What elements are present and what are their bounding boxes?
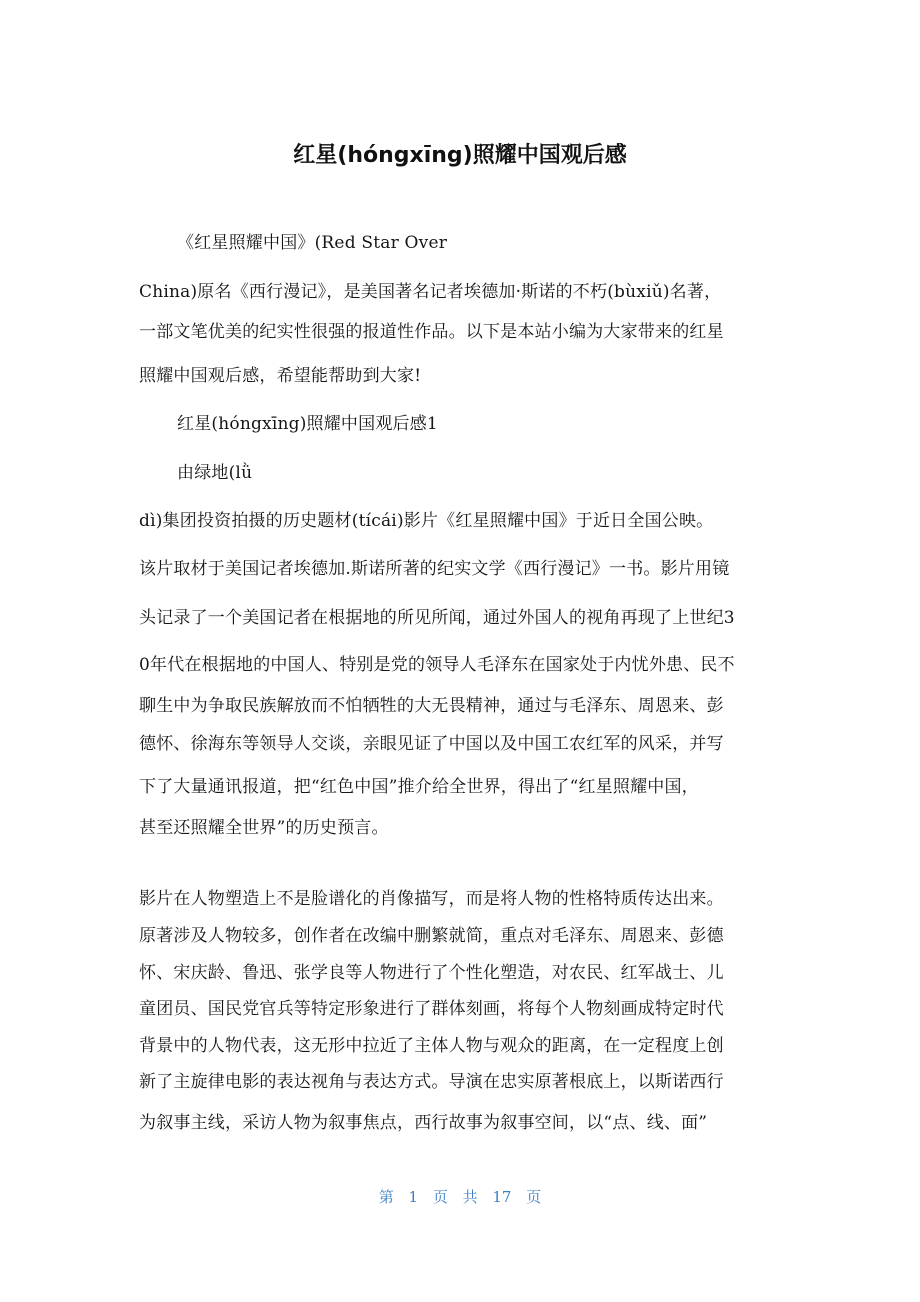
paragraph-line: 原著涉及人物较多，创作者在改编中删繁就简，重点对毛泽东、周恩来、彭德 <box>139 926 724 946</box>
page-number-footer: 第 1 页 共 17 页 <box>378 1188 542 1206</box>
paragraph-line: 新了主旋律电影的表达视角与表达方式。导演在忠实原著根底上，以斯诺西行 <box>139 1072 724 1092</box>
paragraph-line: 背景中的人物代表，这无形中拉近了主体人物与观众的距离，在一定程度上创 <box>139 1036 724 1056</box>
paragraph-line: China)原名《西行漫记》，是美国著名记者埃德加·斯诺的不朽(bùxiǔ)名著， <box>139 282 722 302</box>
paragraph-line: 甚至还照耀全世界”的历史预言。 <box>139 818 389 838</box>
paragraph-line: 怀、宋庆龄、鲁迅、张学良等人物进行了个性化塑造，对农民、红军战士、儿 <box>139 963 724 983</box>
document-title: 红星(hóngxīng)照耀中国观后感 <box>293 143 627 168</box>
paragraph-line: 由绿地(lǜ <box>177 463 253 483</box>
paragraph-line: 照耀中国观后感，希望能帮助到大家! <box>139 366 422 386</box>
paragraph-line: 一部文笔优美的纪实性很强的报道性作品。以下是本站小编为大家带来的红星 <box>139 322 724 342</box>
paragraph-line: 《红星照耀中国》(Red Star Over <box>177 233 448 253</box>
paragraph-line: 影片在人物塑造上不是脸谱化的肖像描写，而是将人物的性格特质传达出来。 <box>139 889 724 909</box>
paragraph-line: 0年代在根据地的中国人、特别是党的领导人毛泽东在国家处于内忧外患、民不 <box>139 655 735 675</box>
paragraph-line: 德怀、徐海东等领导人交谈，亲眼见证了中国以及中国工农红军的风采，并写 <box>139 734 724 754</box>
paragraph-line: 聊生中为争取民族解放而不怕牺牲的大无畏精神，通过与毛泽东、周恩来、彭 <box>139 696 724 716</box>
paragraph-line: 为叙事主线，采访人物为叙事焦点，西行故事为叙事空间，以“点、线、面” <box>139 1113 708 1133</box>
paragraph-line: 头记录了一个美国记者在根据地的所见所闻，通过外国人的视角再现了上世纪3 <box>139 608 735 628</box>
paragraph-line: 该片取材于美国记者埃德加.斯诺所著的纪实文学《西行漫记》一书。影片用镜 <box>139 559 730 579</box>
paragraph-line: 下了大量通讯报道，把“红色中国”推介给全世界，得出了“红星照耀中国， <box>139 777 699 797</box>
paragraph-line: 童团员、国民党官兵等特定形象进行了群体刻画，将每个人物刻画成特定时代 <box>139 999 724 1019</box>
paragraph-line: dì)集团投资拍摄的历史题材(tícái)影片《红星照耀中国》于近日全国公映。 <box>139 511 714 531</box>
section-heading: 红星(hóngxīng)照耀中国观后感1 <box>177 414 438 434</box>
